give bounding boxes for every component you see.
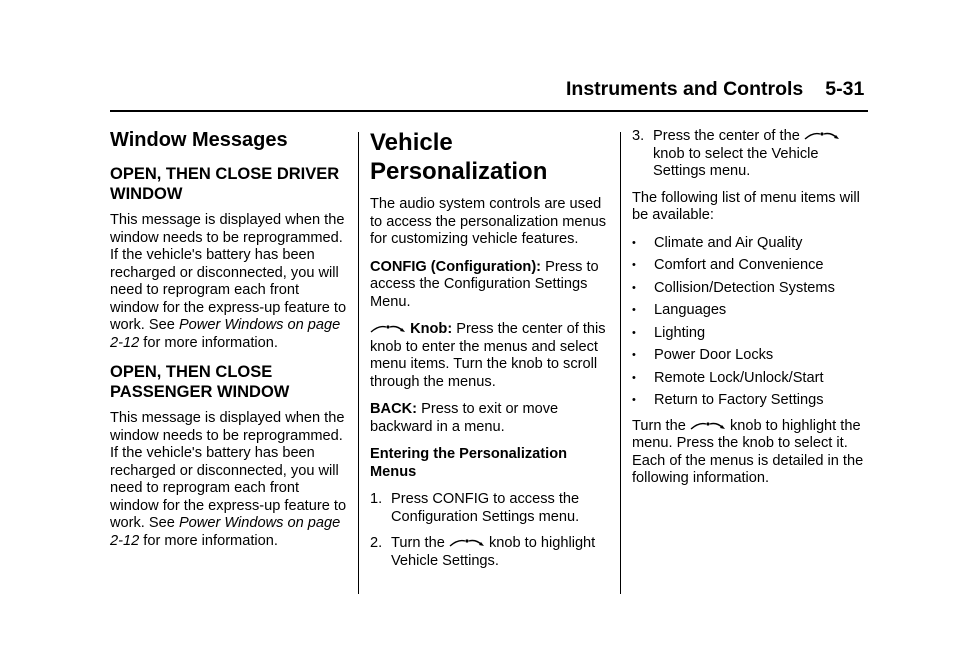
- paragraph-text: This message is displayed when the window needs to be reprogrammed. If the vehicle's battery has been recharged or disconnected, you will need to reprogram each front window for the express-up feature to work. See: [110, 410, 347, 531]
- menu-items-list: [632, 235, 868, 410]
- step-text: Press CONFIG to access the Configuration Settings menu.: [391, 491, 580, 525]
- paragraph: [370, 321, 610, 391]
- term-label: Knob:: [410, 321, 453, 337]
- column-1: [110, 128, 350, 560]
- step-text: [653, 128, 868, 181]
- list-item: [370, 491, 610, 526]
- paragraph-text: This message is displayed when the window needs to be reprogrammed. If the vehicle's battery has been recharged or disconnected, you will need to reprogram each front window for the express-up feature to work. See: [110, 212, 347, 333]
- step-number: 3.: [632, 128, 645, 144]
- paragraph-text: knob to highlight the menu. Press the knob to select it. Each of the menus is detailed in the following information.: [632, 417, 864, 486]
- tune-knob-icon: [370, 324, 406, 334]
- paragraph-text: Press to exit or move backward in a menu.: [370, 401, 559, 435]
- cross-reference-link[interactable]: Power Windows on page 2-12: [110, 515, 341, 549]
- subheading: OPEN, THEN CLOSE PASSENGER WINDOW: [110, 363, 290, 401]
- paragraph: [110, 212, 350, 352]
- list-item-text: Power Door Locks: [654, 347, 774, 363]
- list-item: [632, 235, 868, 253]
- section-heading: Window Messages: [110, 129, 288, 151]
- list-item-text: Comfort and Convenience: [654, 257, 824, 273]
- list-item-text: Languages: [654, 302, 727, 318]
- step-number: 2.: [370, 535, 383, 551]
- list-item: [632, 370, 868, 388]
- list-item: [632, 302, 868, 320]
- step-text-part: knob to highlight Vehicle Settings.: [391, 535, 596, 569]
- bullet-icon: •: [632, 281, 636, 294]
- bullet-icon: •: [632, 371, 636, 384]
- term-label: BACK:: [370, 401, 418, 417]
- list-item: [370, 535, 610, 570]
- paragraph: [110, 410, 350, 550]
- section-heading: Vehicle Personalization: [370, 129, 548, 185]
- term-label: CONFIG (Configuration):: [370, 258, 542, 275]
- subheading: Entering the Personalization Menus: [370, 446, 568, 480]
- tune-knob-icon: [449, 538, 485, 548]
- list-item: [632, 280, 868, 298]
- column-divider: [358, 132, 359, 594]
- column-2: [370, 128, 610, 579]
- section-title: Instruments and Controls: [566, 78, 804, 100]
- paragraph: [632, 418, 868, 488]
- paragraph: [370, 401, 610, 436]
- paragraph-text: for more information.: [143, 532, 278, 549]
- paragraph: The audio system controls are used to access the personalization menus for customizing vehicle features.: [370, 196, 607, 247]
- list-item: [632, 325, 868, 343]
- bullet-icon: •: [632, 394, 636, 406]
- list-item-text: Return to Factory Settings: [654, 392, 824, 408]
- list-item-text: Remote Lock/Unlock/Start: [654, 369, 824, 386]
- paragraph: [370, 259, 610, 312]
- cross-reference-link[interactable]: Power Windows on page 2-12: [110, 317, 341, 351]
- paragraph: The following list of menu items will be available:: [632, 189, 860, 223]
- paragraph-text: Press the center of this knob to enter the menus and select menu items. Turn the knob to scroll through the menus.: [370, 321, 606, 390]
- column-3: [632, 128, 868, 498]
- bullet-icon: •: [632, 326, 636, 339]
- list-item: [632, 128, 868, 181]
- list-item: [632, 392, 868, 410]
- bullet-icon: •: [632, 304, 636, 316]
- paragraph-text: for more information.: [143, 334, 278, 351]
- bullet-icon: •: [632, 236, 636, 249]
- header-rule: [110, 110, 868, 112]
- step-text-part: knob to select the Vehicle Settings menu.: [653, 145, 819, 179]
- tune-knob-icon: [804, 131, 840, 141]
- step-text-part: Press the center of the: [653, 128, 800, 144]
- step-text: [391, 535, 610, 570]
- column-divider: [620, 132, 621, 594]
- list-item: [632, 257, 868, 275]
- paragraph-text: Turn the: [632, 417, 686, 434]
- bullet-icon: •: [632, 349, 636, 361]
- list-item-text: Collision/Detection Systems: [654, 279, 835, 296]
- bullet-icon: •: [632, 259, 636, 271]
- subheading: OPEN, THEN CLOSE DRIVER WINDOW: [110, 165, 340, 203]
- page-number: 5-31: [825, 78, 865, 100]
- step-number: 1.: [370, 491, 383, 507]
- page-header: [566, 78, 864, 101]
- step-text-part: Turn the: [391, 535, 445, 551]
- paragraph-text: Press to access the Configuration Settings Menu.: [370, 258, 599, 310]
- tune-knob-icon: [690, 421, 726, 431]
- list-item-text: Lighting: [654, 324, 706, 341]
- list-item: [632, 347, 868, 365]
- list-item-text: Climate and Air Quality: [654, 234, 803, 251]
